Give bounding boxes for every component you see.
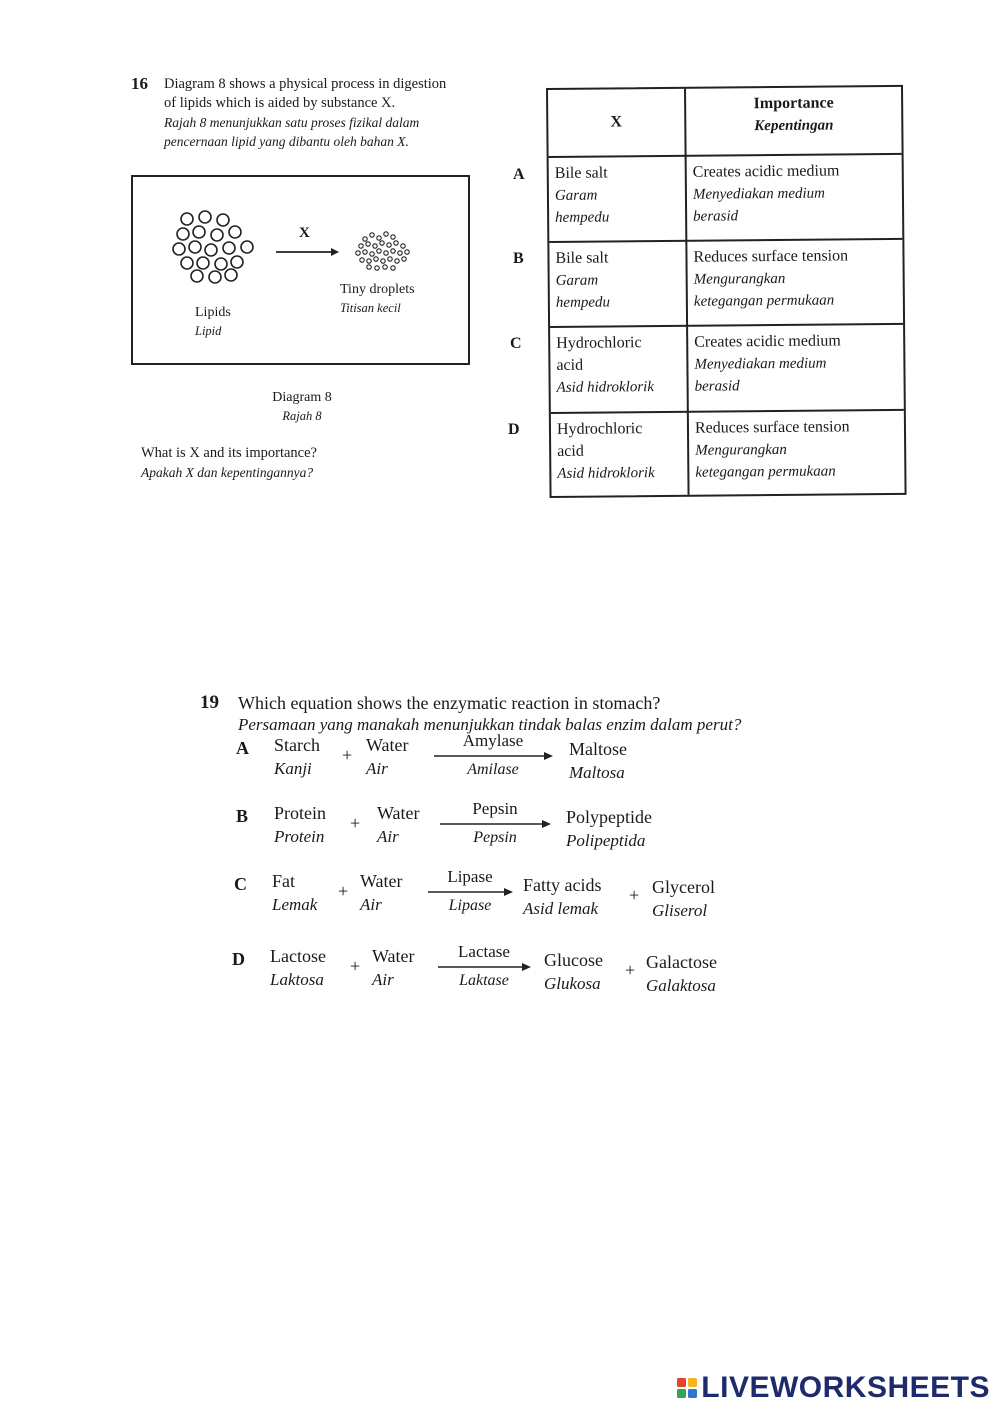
enzyme-ms: Pepsin xyxy=(473,829,517,846)
row-b-x xyxy=(549,242,686,319)
product-en: Maltose xyxy=(569,739,627,759)
tiny-droplets-label-en: Tiny droplets xyxy=(340,282,415,297)
row-a-x xyxy=(549,157,686,234)
row-b-imp-ms-1: Mengurangkan xyxy=(693,270,786,288)
product-en: Glycerol xyxy=(652,877,715,897)
option-d-letter: D xyxy=(232,949,245,969)
row-d-x-ms: Asid hidroklorik xyxy=(557,465,655,482)
prompt-en: What is X and its importance? xyxy=(141,445,317,461)
diagram-8-figure xyxy=(133,177,468,363)
liveworksheets-logo-text: LIVEWORKSHEETS xyxy=(701,1371,990,1404)
product-en: Polypeptide xyxy=(566,807,652,827)
option-a-letter: A xyxy=(236,738,249,758)
row-c-importance xyxy=(688,325,904,403)
tiny-droplets-label xyxy=(340,281,415,317)
plus-sign: + xyxy=(342,745,353,765)
row-a-importance xyxy=(687,155,903,233)
row-letter-a[interactable]: A xyxy=(513,166,525,183)
option-a-reactant-1 xyxy=(274,733,320,781)
option-c-reactant-1 xyxy=(272,869,317,917)
product-ms: Gliserol xyxy=(652,901,708,920)
lipids-label-ms: Lipid xyxy=(195,324,222,338)
enzyme-ms: Amilase xyxy=(467,761,519,778)
row-d-imp-ms-1: Mengurangkan xyxy=(695,441,787,459)
product-ms: Asid lemak xyxy=(523,899,599,918)
header-importance-ms: Kepentingan xyxy=(754,117,834,135)
row-c-x-en-1: Hydrochloric xyxy=(556,334,642,352)
row-d-imp-en: Reduces surface tension xyxy=(694,418,850,437)
product-ms: Glukosa xyxy=(544,974,601,993)
q16-text-en-1: Diagram 8 shows a physical process in digestion xyxy=(164,76,447,92)
row-d-imp-ms-2: ketegangan permukaan xyxy=(695,463,836,481)
q16-prompt xyxy=(141,444,317,482)
diagram-caption xyxy=(222,389,382,425)
option-c-reactant-2 xyxy=(360,869,403,917)
option-a-enzyme xyxy=(432,731,554,779)
reactant-ms: Kanji xyxy=(274,759,312,778)
lipids-label-en: Lipids xyxy=(195,305,231,320)
tiny-droplets-label-ms: Titisan kecil xyxy=(340,301,401,315)
reaction-arrow-icon xyxy=(438,819,552,829)
plus-sign: + xyxy=(629,885,640,905)
reactant-ms: Laktosa xyxy=(270,970,324,989)
q16-text-ms-2: pencernaan lipid yang dibantu oleh bahan X. xyxy=(164,134,409,149)
reactant-ms: Air xyxy=(360,895,382,914)
q19-number: 19 xyxy=(200,692,219,713)
header-importance xyxy=(686,87,902,155)
row-a-x-ms-2: hempedu xyxy=(555,209,610,226)
row-d-x-en-2: acid xyxy=(557,442,584,460)
row-letter-b[interactable]: B xyxy=(513,250,524,267)
plus-sign: + xyxy=(625,960,636,980)
option-b[interactable] xyxy=(236,801,876,857)
option-d-product-1 xyxy=(544,948,603,996)
lipids-label xyxy=(195,304,231,340)
tiny-droplets-icon xyxy=(356,232,409,270)
product-en: Galactose xyxy=(646,952,717,972)
row-c-x xyxy=(550,327,687,404)
q16-number: 16 xyxy=(131,74,148,93)
product-ms: Maltosa xyxy=(569,763,625,782)
option-c[interactable] xyxy=(234,869,874,925)
reactant-ms: Lemak xyxy=(272,895,318,914)
diagram-arrow-label: X xyxy=(299,225,310,241)
row-a-imp-ms-2: berasid xyxy=(693,208,739,225)
row-c-imp-en: Creates acidic medium xyxy=(694,332,841,351)
row-c-x-ms: Asid hidroklorik xyxy=(556,379,655,396)
row-b-imp-ms-2: ketegangan permukaan xyxy=(693,292,835,310)
reactant-ms: Air xyxy=(366,759,388,778)
enzyme-ms: Lipase xyxy=(448,897,492,914)
reactant-en: Fat xyxy=(272,871,296,891)
row-d-x-en-1: Hydrochloric xyxy=(556,420,643,438)
q19-text-en: Which equation shows the enzymatic reaction in stomach? xyxy=(238,693,661,713)
header-x: X xyxy=(610,113,623,131)
option-b-letter: B xyxy=(236,806,249,826)
reactant-en: Protein xyxy=(274,803,326,823)
plus-sign: + xyxy=(338,881,349,901)
enzyme-ms: Laktase xyxy=(459,972,509,989)
row-a-imp-en: Creates acidic medium xyxy=(692,162,840,181)
lipid-globules-icon xyxy=(173,211,253,283)
row-c-imp-ms-1: Menyediakan medium xyxy=(694,355,827,373)
row-b-imp-en: Reduces surface tension xyxy=(693,247,849,266)
option-a-reactant-2 xyxy=(366,733,409,781)
reactant-en: Water xyxy=(372,946,415,966)
row-a-x-ms-1: Garam xyxy=(554,187,598,204)
option-d-enzyme xyxy=(436,942,532,990)
option-d[interactable] xyxy=(232,944,872,1000)
plus-sign: + xyxy=(350,813,361,833)
reaction-arrow-icon xyxy=(436,962,532,972)
prompt-ms: Apakah X dan kepentingannya? xyxy=(141,465,314,480)
reaction-arrow-icon xyxy=(432,751,554,761)
product-ms: Polipeptida xyxy=(566,831,646,850)
option-c-enzyme xyxy=(426,867,514,915)
q19-question xyxy=(238,692,878,736)
option-b-enzyme xyxy=(438,799,552,847)
enzyme-en: Amylase xyxy=(462,731,524,750)
option-b-reactant-2 xyxy=(377,801,420,849)
option-a-product-1 xyxy=(569,737,627,785)
q16-text-en-2: of lipids which is aided by substance X. xyxy=(164,95,396,111)
option-d-reactant-1 xyxy=(270,944,326,992)
caption-en: Diagram 8 xyxy=(272,390,332,405)
reactant-en: Lactose xyxy=(270,946,326,966)
enzyme-en: Lipase xyxy=(447,867,493,886)
enzyme-en: Lactase xyxy=(458,942,510,961)
option-d-product-2 xyxy=(646,950,717,998)
row-c-x-en-2: acid xyxy=(556,356,584,374)
diagram-8-box xyxy=(131,175,470,365)
row-b-x-en: Bile salt xyxy=(555,249,609,267)
reactant-ms: Air xyxy=(372,970,394,989)
reactant-en: Starch xyxy=(274,735,320,755)
option-b-product-1 xyxy=(566,805,652,853)
arrow-icon xyxy=(276,248,339,256)
product-ms: Galaktosa xyxy=(646,976,716,995)
header-importance-en: Importance xyxy=(753,94,834,113)
option-d-reactant-2 xyxy=(372,944,415,992)
caption-ms: Rajah 8 xyxy=(282,409,322,423)
option-a[interactable] xyxy=(236,733,876,789)
row-d-importance xyxy=(689,411,905,489)
row-a-imp-ms-1: Menyediakan medium xyxy=(692,185,826,203)
reactant-ms: Air xyxy=(377,827,399,846)
reactant-en: Water xyxy=(366,735,409,755)
answer-table xyxy=(546,85,907,498)
reactant-en: Water xyxy=(360,871,403,891)
option-b-reactant-1 xyxy=(274,801,326,849)
row-c-imp-ms-2: berasid xyxy=(694,378,740,395)
liveworksheets-logo-icon xyxy=(676,1377,698,1399)
row-b-x-ms-1: Garam xyxy=(555,272,599,289)
reaction-arrow-icon xyxy=(426,887,514,897)
option-c-product-2 xyxy=(652,875,715,923)
q19-text-ms: Persamaan yang manakah menunjukkan tindak balas enzim dalam perut? xyxy=(238,715,742,734)
reactant-en: Water xyxy=(377,803,420,823)
reactant-ms: Protein xyxy=(274,827,325,846)
q16-question xyxy=(164,75,504,151)
liveworksheets-logo[interactable] xyxy=(676,1371,990,1405)
row-d-x xyxy=(551,413,688,490)
q16-text-ms-1: Rajah 8 menunjukkan satu proses fizikal dalam xyxy=(164,115,420,130)
row-letter-c[interactable]: C xyxy=(510,335,522,352)
plus-sign: + xyxy=(350,956,361,976)
enzyme-en: Pepsin xyxy=(472,799,518,818)
product-en: Fatty acids xyxy=(523,875,602,895)
row-a-x-en: Bile salt xyxy=(554,164,608,182)
row-b-importance xyxy=(687,240,903,318)
product-en: Glucose xyxy=(544,950,603,970)
option-c-product-1 xyxy=(523,873,602,921)
option-c-letter: C xyxy=(234,874,247,894)
row-b-x-ms-2: hempedu xyxy=(555,294,611,311)
row-letter-d[interactable]: D xyxy=(508,421,520,438)
